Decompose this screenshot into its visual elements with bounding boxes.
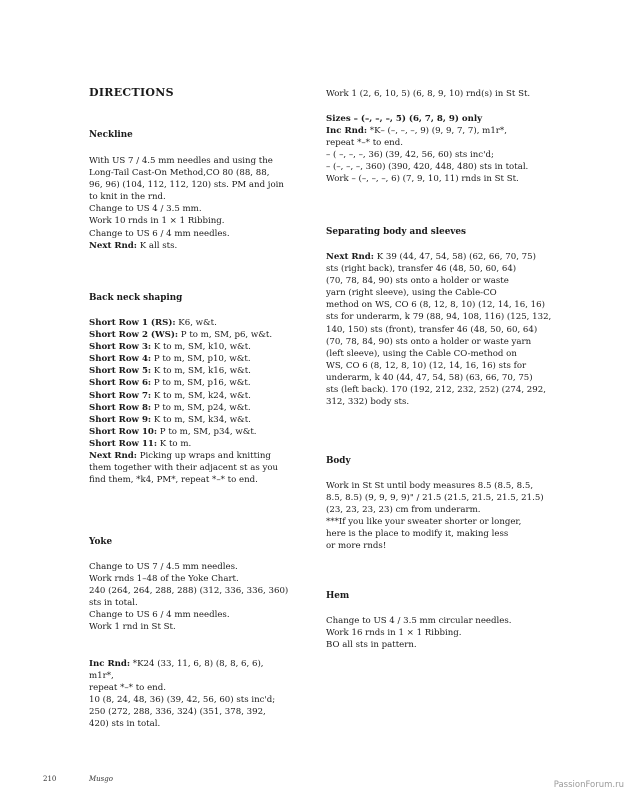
- separating-line: sts for underarm, k 79 (88, 94, 108, 116) (125, 132,: [326, 312, 552, 323]
- neckline-line: Work 10 rnds in 1 × 1 Ribbing.: [89, 216, 225, 227]
- hem-line: Change to US 4 / 3.5 mm circular needles.: [326, 616, 512, 626]
- neckline-instructions: [89, 155, 289, 252]
- yoke-inc-rnd: Inc Rnd: *K24 (33, 11, 6, 8) (8, 8, 6, 6), m1r*, repeat *–* to end. 10 (8, 24, 48, 36) (39, 42, 56, 60) sts inc'd; 250 (272, 288, 336, 324) (351, 378, 392, 420) sts in total.: [89, 658, 289, 731]
- sizes-line: – (–, –, –, 360) (390, 420, 448, 480) sts in total.: [326, 162, 529, 173]
- inc-rnd-line: repeat *–* to end.: [89, 683, 166, 694]
- neckline-line: 96, 96) (104, 112, 112, 120) sts. PM and join: [89, 180, 284, 191]
- yoke-line: Change to US 7 / 4.5 mm needles.: [89, 562, 238, 572]
- neckline-next-rnd: [89, 240, 289, 252]
- inc-rnd-line: 250 (272, 288, 336, 324) (351, 378, 392,: [89, 707, 266, 718]
- magazine-name: Musgo: [89, 775, 113, 783]
- separating-line: (70, 78, 84, 90) sts onto a holder or waste: [326, 276, 509, 287]
- body-instructions: [326, 480, 556, 553]
- short-row: Short Row 5: K to m, SM, k16, w&t.: [89, 366, 251, 377]
- back-next-rnd-line: them together with their adjacent st as you: [89, 463, 279, 474]
- separating-line: 140, 150) sts (front), transfer 46 (48, 50, 60, 64): [326, 324, 538, 335]
- separating-instructions: Next Rnd: K 39 (44, 47, 54, 58) (62, 66, 70, 75) sts (right back), transfer 46 (48, 50, 60, 64) (70, 78, 84, 90) sts onto a holder or waste yarn (right sleeve), using the Cable-CO method on WS, CO 6 (8, 12, 8, 10) (12, 14, 16, 16) sts for underarm, k 79 (88, 94, 108, 116) (125, 132, 140, 150) sts (front), transfer 46 (48, 50, 60, 64) (70, 78, 84, 90) sts onto a holder or waste yarn (left sleeve), using the Cable CO-method on WS, CO 6 (8, 12, 8, 10) (12, 14, 16, 16) sts for underarm, k 40 (44, 47, 54, 58) (63, 66, 70, 75) sts (left back). 170 (192, 212, 232, 252) (274, 292, 312, 332) body sts.: [326, 251, 556, 408]
- back-next-rnd: Next Rnd: Picking up wraps and knitting: [89, 451, 271, 462]
- body-line: Work in St St until body measures 8.5 (8.5, 8.5,: [326, 481, 534, 491]
- back-neck-heading: Back neck shaping: [89, 293, 183, 303]
- yoke-line: Work rnds 1–48 of the Yoke Chart.: [89, 574, 239, 585]
- back-next-rnd-line: find them, *k4, PM*, repeat *–* to end.: [89, 475, 258, 486]
- separating-line: sts (left back). 170 (192, 212, 232, 252) (274, 292,: [326, 385, 546, 396]
- yoke-line: Work 1 rnd in St St.: [89, 622, 176, 633]
- yoke-heading: Yoke: [89, 537, 113, 547]
- short-row: Short Row 1 (RS): K6, w&t.: [89, 318, 217, 328]
- short-row: Short Row 10: P to m, SM, p34, w&t.: [89, 426, 257, 437]
- separating-line: underarm, k 40 (44, 47, 54, 58) (63, 66, 70, 75): [326, 372, 533, 383]
- sizes-line: – ( –, –, –, 36) (39, 42, 56, 60) sts inc'd;: [326, 150, 494, 161]
- separating-line: method on WS, CO 6 (8, 12, 8, 10) (12, 14, 16, 16): [326, 300, 545, 311]
- short-row: Short Row 4: P to m, SM, p10, w&t.: [89, 354, 251, 365]
- body-line: here is the place to modify it, making less: [326, 529, 509, 540]
- body-line: (23, 23, 23, 23) cm from underarm.: [326, 505, 481, 516]
- short-row: Short Row 6: P to m, SM, p16, w&t.: [89, 378, 251, 389]
- neckline-heading: Neckline: [89, 130, 133, 140]
- hem-line: BO all sts in pattern.: [326, 640, 417, 651]
- separating-line: (left sleeve), using the Cable CO-method on: [326, 348, 517, 359]
- body-line: or more rnds!: [326, 541, 387, 552]
- inc-rnd-label: Inc Rnd:: [326, 126, 368, 137]
- separating-line: (70, 78, 84, 90) sts onto a holder or waste yarn: [326, 336, 532, 347]
- short-row: Short Row 7: K to m, SM, k24, w&t.: [89, 390, 251, 401]
- neckline-line: Long-Tail Cast-On Method,CO 80 (88, 88,: [89, 168, 270, 179]
- short-row: Short Row 8: P to m, SM, p24, w&t.: [89, 402, 251, 413]
- directions-heading: DIRECTIONS: [89, 86, 174, 99]
- page-number: 210: [43, 775, 57, 783]
- watermark: PassionForum.ru: [553, 780, 624, 790]
- neckline-line: With US 7 / 4.5 mm needles and using the: [89, 156, 273, 166]
- work-rnds-line: Work 1 (2, 6, 10, 5) (6, 8, 9, 10) rnd(s) in St St.: [326, 89, 531, 99]
- neckline-line: Change to US 6 / 4 mm needles.: [89, 228, 230, 239]
- body-line: 8.5, 8.5) (9, 9, 9, 9)" / 21.5 (21.5, 21.5, 21.5, 21.5): [326, 493, 544, 504]
- next-rnd-label: Next Rnd:: [89, 240, 137, 251]
- sizes-line: Work – (–, –, –, 6) (7, 9, 10, 11) rnds in St St.: [326, 174, 519, 185]
- body-line: ***If you like your sweater shorter or longer,: [326, 517, 522, 528]
- yoke-line: sts in total.: [89, 598, 138, 609]
- inc-rnd-line: 420) sts in total.: [89, 719, 161, 730]
- short-row: Short Row 3: K to m, SM, k10, w&t.: [89, 342, 251, 353]
- yoke-line: 240 (264, 264, 288, 288) (312, 336, 336, 360): [89, 586, 289, 597]
- separating-line: 312, 332) body sts.: [326, 397, 410, 408]
- separating-line: WS, CO 6 (8, 12, 8, 10) (12, 14, 16, 16) sts for: [326, 360, 527, 371]
- sizes-heading: Sizes – (–, –, –, 5) (6, 7, 8, 9) only: [326, 114, 483, 124]
- short-row: Short Row 11: K to m.: [89, 438, 192, 449]
- next-rnd-label: Next Rnd:: [326, 252, 374, 262]
- yoke-instructions: [89, 561, 289, 634]
- hem-line: Work 16 rnds in 1 × 1 Ribbing.: [326, 628, 462, 639]
- short-rows-list: [89, 317, 289, 486]
- sizes-section: Sizes – (–, –, –, 5) (6, 7, 8, 9) only Inc Rnd: *K– (–, –, –, 9) (9, 9, 7, 7), m1r*, repeat *–* to end. – ( –, –, –, 36) (39, 42, 56, 60) sts inc'd; – (–, –, –, 360) (390, 420, 448, 480) sts in total. Work – (–, –, –, 6) (7, 9, 10, 11) rnds in St St.: [326, 113, 556, 186]
- body-heading: Body: [326, 456, 351, 466]
- next-rnd-text: K all sts.: [136, 240, 178, 251]
- short-row: Short Row 9: K to m, SM, k34, w&t.: [89, 414, 251, 425]
- inc-rnd-label: Inc Rnd:: [89, 659, 131, 669]
- sizes-line: repeat *–* to end.: [326, 138, 403, 149]
- separating-line: sts (right back), transfer 46 (48, 50, 60, 64): [326, 264, 517, 275]
- short-row: Short Row 2 (WS): P to m, SM, p6, w&t.: [89, 330, 273, 341]
- yoke-line: Change to US 6 / 4 mm needles.: [89, 610, 230, 621]
- separating-heading: Separating body and sleeves: [326, 227, 466, 237]
- neckline-line: to knit in the rnd.: [89, 192, 166, 203]
- hem-heading: Hem: [326, 591, 350, 601]
- separating-line: yarn (right sleeve), using the Cable-CO: [326, 288, 497, 299]
- neckline-line: Change to US 4 / 3.5 mm.: [89, 204, 202, 215]
- inc-rnd-line: 10 (8, 24, 48, 36) (39, 42, 56, 60) sts inc'd;: [89, 695, 276, 706]
- hem-instructions: [326, 615, 556, 651]
